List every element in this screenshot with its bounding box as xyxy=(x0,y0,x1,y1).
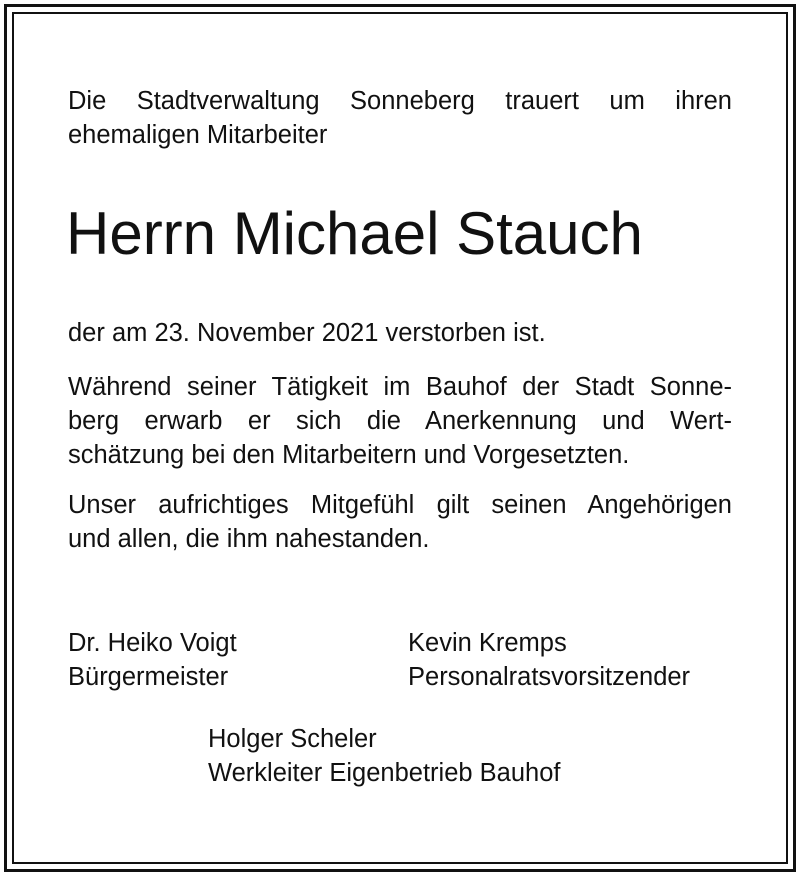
tribute-paragraph xyxy=(68,370,732,472)
tribute-line: Während seiner Tätigkeit im Bauhof der Stadt Sonne- xyxy=(68,373,732,401)
intro-line: Die Stadtverwaltung Sonneberg trauert um ihren xyxy=(68,87,732,115)
deceased-name: Herrn Michael Stauch xyxy=(66,200,643,267)
tribute-line: schätzung bei den Mitarbeitern und Vorgesetzten. xyxy=(68,441,630,469)
signatory-name: Holger Scheler xyxy=(208,725,377,753)
death-statement: der am 23. November 2021 verstorben ist. xyxy=(68,319,546,347)
signature-block-staff-council xyxy=(408,626,690,694)
signatory-title: Bürgermeister xyxy=(68,663,229,691)
signatory-name: Dr. Heiko Voigt xyxy=(68,629,237,657)
intro-paragraph xyxy=(68,84,732,152)
condolence-line: und allen, die ihm nahestanden. xyxy=(68,525,430,553)
signatory-title: Personalratsvorsitzender xyxy=(408,663,691,691)
signature-block-bauhof xyxy=(208,722,560,790)
condolence-paragraph xyxy=(68,488,732,556)
condolence-line: Unser aufrichtiges Mitgefühl gilt seinen Angehörigen xyxy=(68,491,732,519)
signatory-title: Werkleiter Eigenbetrieb Bauhof xyxy=(208,759,561,787)
signatory-name: Kevin Kremps xyxy=(408,629,567,657)
signature-block-mayor xyxy=(68,626,237,694)
intro-line: ehemaligen Mitarbeiter xyxy=(68,121,328,149)
tribute-line: berg erwarb er sich die Anerkennung und Wert- xyxy=(68,407,732,435)
